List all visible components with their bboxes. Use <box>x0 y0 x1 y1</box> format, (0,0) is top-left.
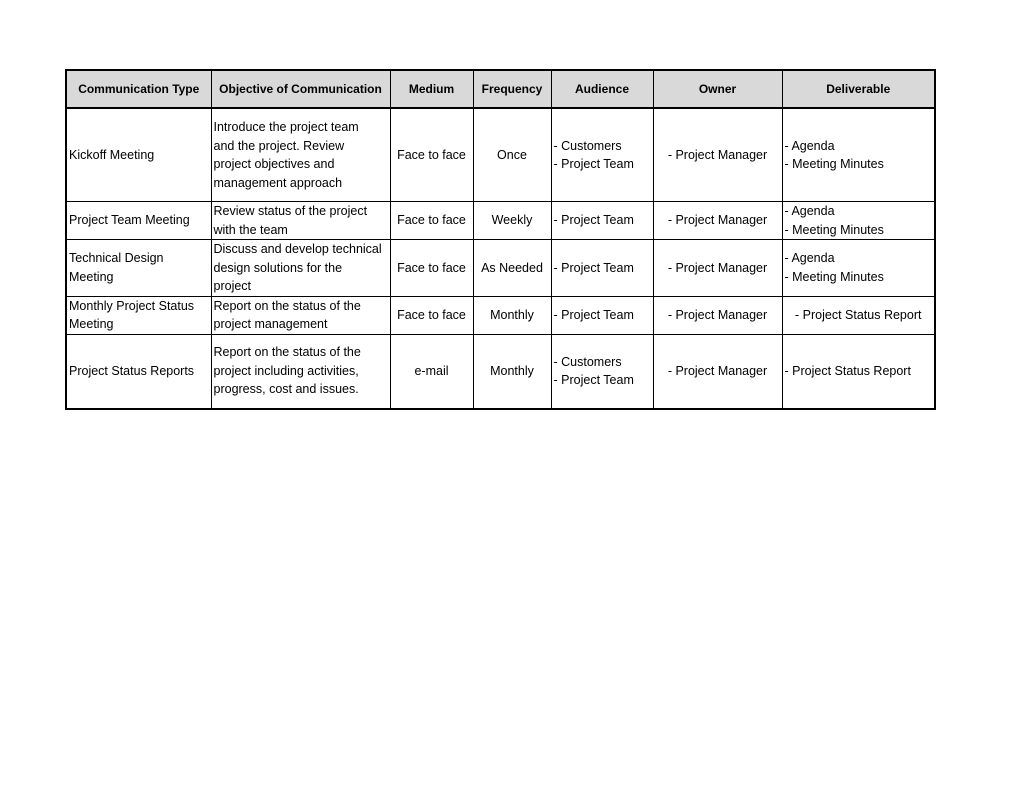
table-row <box>66 240 935 297</box>
cell-medium: Face to face <box>390 296 473 334</box>
cell-line: - Project Team <box>553 157 634 171</box>
cell-line: design solutions for the <box>213 260 343 275</box>
cell-objective <box>211 334 390 409</box>
table-row <box>66 202 935 240</box>
cell-communication-type <box>66 334 211 409</box>
cell-line: Discuss and develop technical <box>213 242 382 256</box>
cell-communication-type <box>66 108 211 202</box>
cell-line: - Project Team <box>553 213 634 228</box>
table-row <box>66 296 935 334</box>
cell-line: project management <box>213 317 328 331</box>
cell-objective <box>211 296 390 334</box>
cell-line: Meeting <box>69 317 114 331</box>
cell-audience <box>551 108 653 202</box>
cell-deliverable <box>782 202 935 240</box>
cell-line: Report on the status of the <box>213 345 361 360</box>
cell-line: - Project Team <box>553 307 634 322</box>
cell-medium: Face to face <box>390 108 473 202</box>
cell-medium: Face to face <box>390 240 473 297</box>
cell-medium: e-mail <box>390 334 473 409</box>
cell-objective <box>211 202 390 240</box>
cell-line: - Project Status Report <box>795 307 922 322</box>
header-audience: Audience <box>551 70 653 108</box>
cell-owner: - Project Manager <box>653 334 782 409</box>
cell-communication-type <box>66 202 211 240</box>
cell-frequency: Monthly <box>473 296 551 334</box>
header-objective: Objective of Communication <box>211 70 390 108</box>
cell-line: Kickoff Meeting <box>69 147 155 162</box>
header-owner: Owner <box>653 70 782 108</box>
cell-frequency: Weekly <box>473 202 551 240</box>
communication-plan-table <box>65 69 936 410</box>
cell-line: Project Team Meeting <box>69 213 190 228</box>
cell-audience <box>551 334 653 409</box>
header-medium: Medium <box>390 70 473 108</box>
cell-line: - Agenda <box>784 204 835 218</box>
cell-frequency: Once <box>473 108 551 202</box>
cell-line: management approach <box>213 175 343 190</box>
cell-line: progress, cost and issues. <box>213 382 359 397</box>
cell-line: Report on the status of the <box>213 298 361 313</box>
cell-line: - Customers <box>553 354 622 369</box>
cell-line: Monthly Project Status <box>69 298 195 313</box>
cell-objective <box>211 240 390 297</box>
cell-line: - Meeting Minutes <box>784 269 884 284</box>
cell-frequency: Monthly <box>473 334 551 409</box>
cell-audience <box>551 202 653 240</box>
cell-line: project objectives and <box>213 157 335 171</box>
cell-line: - Meeting Minutes <box>784 157 884 171</box>
cell-line: - Project Team <box>553 260 634 275</box>
cell-line: with the team <box>213 222 288 237</box>
cell-line: - Project Team <box>553 373 634 387</box>
header-row <box>66 70 935 108</box>
cell-owner: - Project Manager <box>653 108 782 202</box>
cell-deliverable <box>782 240 935 297</box>
table-row <box>66 108 935 202</box>
cell-communication-type <box>66 240 211 297</box>
cell-line: Technical Design <box>69 251 164 266</box>
cell-owner: - Project Manager <box>653 296 782 334</box>
header-communication-type: Communication Type <box>66 70 211 108</box>
cell-audience <box>551 296 653 334</box>
cell-line: - Agenda <box>784 138 835 153</box>
cell-line: Project Status Reports <box>69 363 195 378</box>
cell-line: - Project Status Report <box>784 363 911 378</box>
cell-line: Introduce the project team <box>213 120 359 134</box>
cell-owner: - Project Manager <box>653 240 782 297</box>
cell-line: - Meeting Minutes <box>784 222 884 237</box>
cell-owner: - Project Manager <box>653 202 782 240</box>
table-row <box>66 334 935 409</box>
cell-communication-type <box>66 296 211 334</box>
cell-line: Meeting <box>69 269 114 284</box>
cell-line: project <box>213 279 252 293</box>
cell-line: and the project. Review <box>213 138 345 153</box>
cell-medium: Face to face <box>390 202 473 240</box>
cell-audience <box>551 240 653 297</box>
cell-deliverable <box>782 334 935 409</box>
cell-deliverable <box>782 296 935 334</box>
cell-frequency: As Needed <box>473 240 551 297</box>
cell-deliverable <box>782 108 935 202</box>
cell-line: project including activities, <box>213 363 359 378</box>
header-deliverable: Deliverable <box>782 70 935 108</box>
cell-objective <box>211 108 390 202</box>
cell-line: - Customers <box>553 138 622 153</box>
cell-line: Review status of the project <box>213 204 368 218</box>
cell-line: - Agenda <box>784 251 835 266</box>
header-frequency: Frequency <box>473 70 551 108</box>
